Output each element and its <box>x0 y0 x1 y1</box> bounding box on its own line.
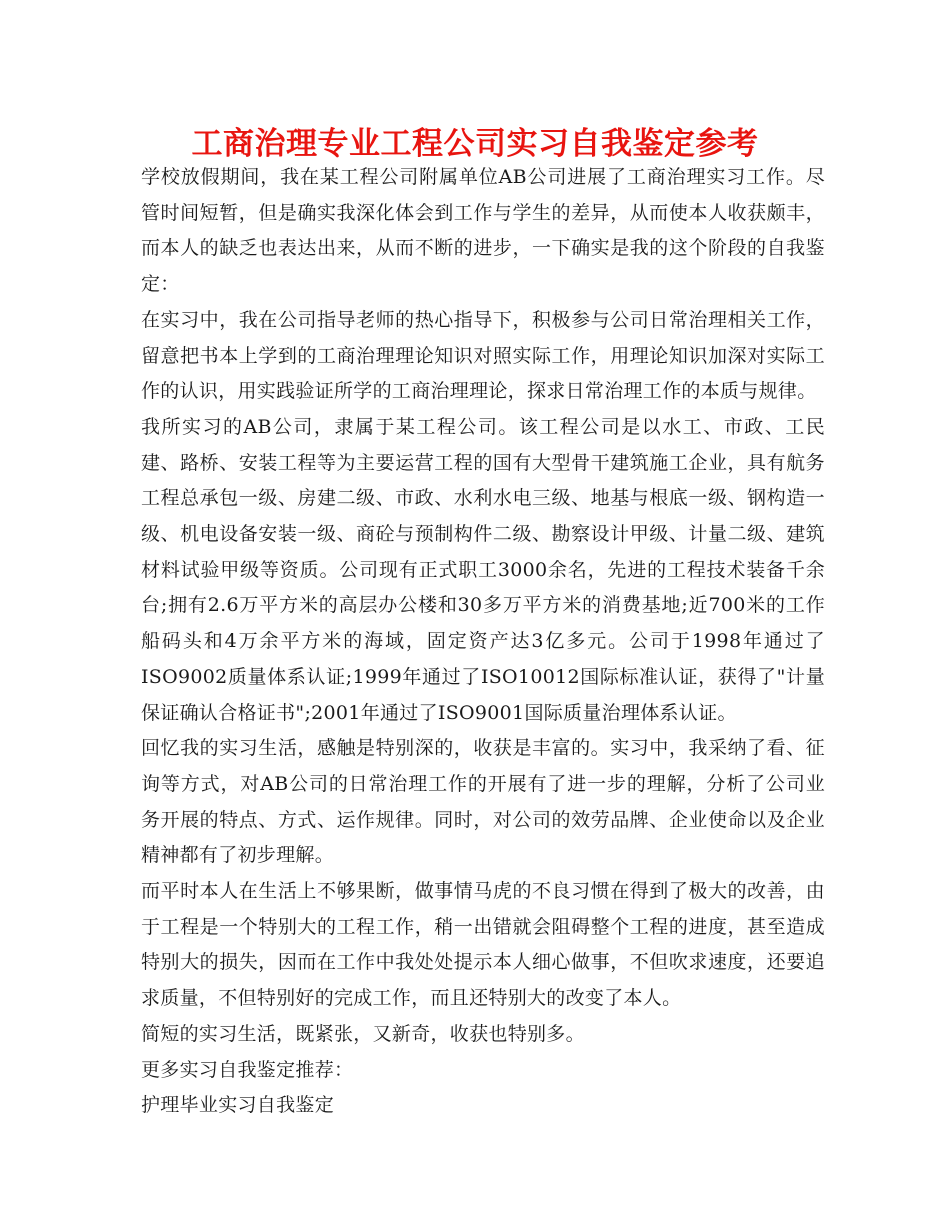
paragraph-summary: 简短的实习生活，既紧张，又新奇，收获也特别多。 <box>141 1022 585 1045</box>
paragraph-more-recommendations: 更多实习自我鉴定推荐： <box>141 1058 354 1081</box>
paragraph-reflection: 回忆我的实习生活，感触是特别深的，收获是丰富的。实习中，我采纳了看、征询等方式，对AB公司的日常治理工作的开展有了进一步的理解，分析了公司业务开展的特点、方式、运作规律。同时，对公司的效劳品牌、企业使命以及企业精神都有了初步理解。 <box>141 737 825 867</box>
paragraph-intro: 学校放假期间，我在某工程公司附属单位AB公司进展了工商治理实习工作。尽管时间短暂，但是确实我深化体会到工作与学生的差异，从而使本人收获颇丰，而本人的缺乏也表达出来，从而不断的进步，一下确实是我的这个阶段的自我鉴定： <box>141 166 825 296</box>
paragraph-personal-growth: 而平时本人在生活上不够果断，做事情马虎的不良习惯在得到了极大的改善，由于工程是一个特别大的工程工作，稍一出错就会阻碍整个工程的进度，甚至造成特别大的损失，因而在工作中我处处提示本人细心做事，不但吹求速度，还要追求质量，不但特别好的完成工作，而且还特别大的改变了本人。 <box>141 880 825 1010</box>
paragraph-internship-work: 在实习中，我在公司指导老师的热心指导下，积极参与公司日常治理相关工作，留意把书本上学到的工商治理理论知识对照实际工作，用理论知识加深对实际工作的认识，用实践验证所学的工商治理理论，探求日常治理工作的本质与规律。 <box>141 308 825 403</box>
document-body <box>141 160 825 1124</box>
paragraph-company-profile: 我所实习的AB公司，隶属于某工程公司。该工程公司是以水工、市政、工民建、路桥、安装工程等为主要运营工程的国有大型骨干建筑施工企业，具有航务工程总承包一级、房建二级、市政、水利水电三级、地基与根底一级、钢构造一级、机电设备安装一级、商砼与预制构件二级、勘察设计甲级、计量二级、建筑材料试验甲级等资质。公司现有正式职工3000余名，先进的工程技术装备千余台;拥有2.6万平方米的高层办公楼和30多万平方米的消费基地;近700米的工作船码头和4万余平方米的海域，固定资产达3亿多元。公司于1998年通过了ISO9002质量体系认证;1999年通过了ISO10012国际标准认证，获得了"计量保证确认合格证书";2001年通过了ISO9001国际质量治理体系认证。 <box>141 415 825 724</box>
document-title: 工商治理专业工程公司实习自我鉴定参考 <box>191 126 759 162</box>
recommended-link[interactable]: 护理毕业实习自我鉴定 <box>141 1094 335 1117</box>
